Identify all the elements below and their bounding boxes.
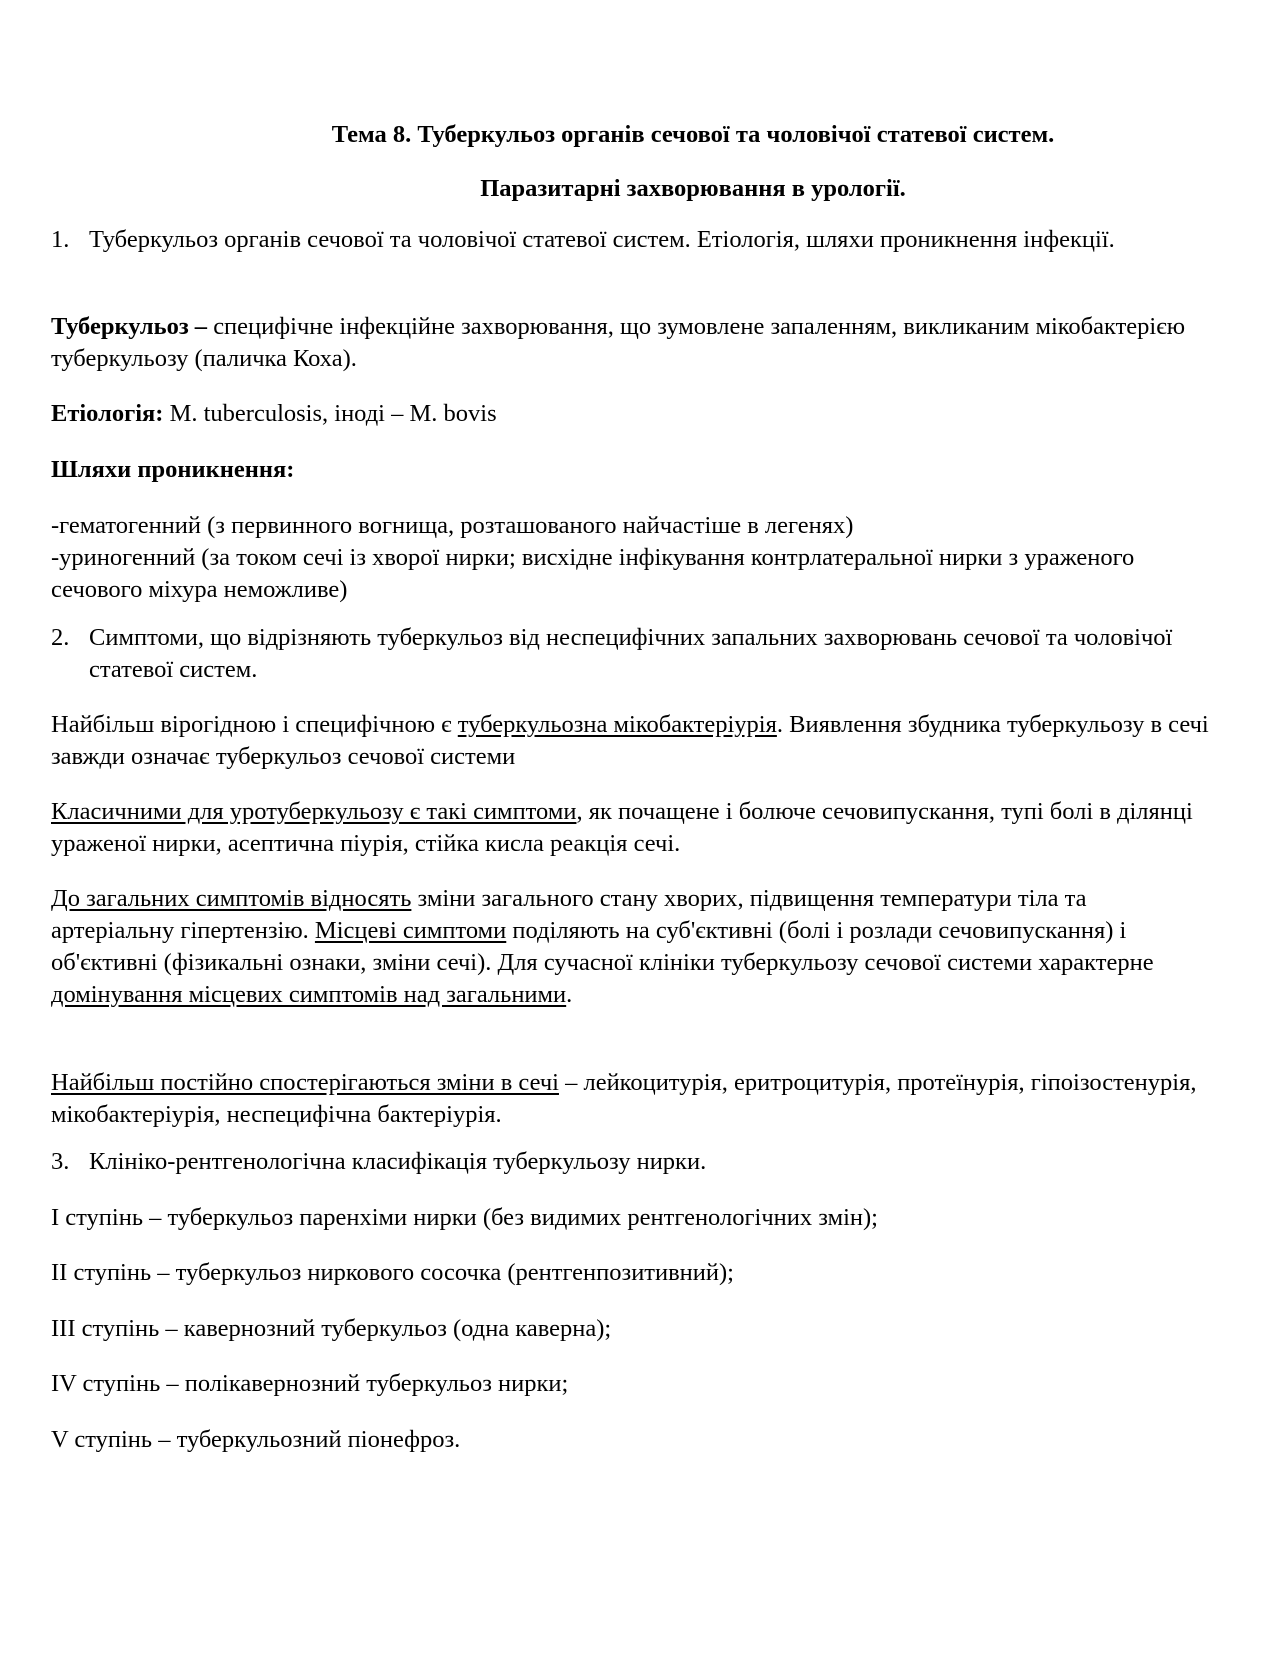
- definition-term: Туберкульоз –: [51, 313, 208, 340]
- stage-item: IV ступінь – полікавернозний туберкульоз нирки;: [51, 1370, 569, 1397]
- paragraph-classic-symptoms: Класичними для уротуберкульозу є такі симптоми, як почащене і болюче сечовипускання, тупі болі в ділянці ураженої нирки, асептична піурія, стійка кисла реакція сечі.: [51, 798, 1193, 857]
- underlined-term: Класичними для уротуберкульозу є такі симптоми: [51, 798, 577, 825]
- question-text: Симптоми, що відрізняють туберкульоз від неспецифічних запальних захворювань сечової та чоловічої статевої систем.: [89, 624, 1173, 683]
- routes-list: [51, 510, 1211, 606]
- route-urinogenous: -уриногенний (за током сечі із хворої нирки; висхідне інфікування контрлатеральної нирки з ураженого сечового міхура неможливе): [51, 544, 1135, 603]
- routes-heading: Шляхи проникнення:: [51, 456, 295, 483]
- etiology-text: M. tuberculosis, іноді – M. bovis: [163, 400, 497, 427]
- definition-text: специфічне інфекційне захворювання, що зумовлене запаленням, викликаним мікобактерією туберкульозу (паличка Коха).: [51, 313, 1186, 372]
- question-text: Туберкульоз органів сечової та чоловічої статевої систем. Етіологія, шляхи проникнення інфекції.: [89, 226, 1115, 253]
- paragraph-mycobacteriuria: Найбільш вірогідною і специфічною є туберкульозна мікобактеріурія. Виявлення збудника туберкульозу в сечі завжди означає туберкульоз сечової системи: [51, 711, 1209, 770]
- stage-item: II ступінь – туберкульоз ниркового сосочка (рентгенпозитивний);: [51, 1259, 734, 1286]
- document-title: Тема 8. Туберкульоз органів сечової та чоловічої статевої систем.: [331, 121, 1055, 148]
- stage-item: I ступінь – туберкульоз паренхіми нирки (без видимих рентгенологічних змін);: [51, 1204, 878, 1231]
- stage-item: III ступінь – кавернозний туберкульоз (одна каверна);: [51, 1315, 612, 1342]
- question-number: 1.: [51, 226, 70, 253]
- route-hematogenous: -гематогенний (з первинного вогнища, розташованого найчастіше в легенях): [51, 512, 854, 539]
- underlined-term: До загальних симптомів відносять: [51, 885, 412, 912]
- underlined-term: Найбільш постійно спостерігаються зміни в сечі: [51, 1069, 559, 1096]
- stage-item: V ступінь – туберкульозний піонефроз.: [51, 1426, 461, 1453]
- question-number: 2.: [51, 624, 70, 651]
- question-1: [51, 224, 1211, 256]
- question-number: 3.: [51, 1148, 70, 1175]
- document-subtitle: Паразитарні захворювання в урології.: [480, 175, 906, 202]
- underlined-term: туберкульозна мікобактеріурія: [457, 711, 777, 738]
- etiology-paragraph: [51, 398, 1211, 430]
- question-3: [51, 1146, 1211, 1178]
- question-text: Клініко-рентгенологічна класифікація туберкульозу нирки.: [89, 1148, 707, 1175]
- underlined-term: домінування місцевих симптомів над загальними: [51, 981, 567, 1008]
- definition-paragraph: [51, 311, 1211, 375]
- paragraph-general-local-symptoms: До загальних симптомів відносять зміни загального стану хворих, підвищення температури тіла та артеріальну гіпертензію. Місцеві симптоми поділяють на суб'єктивні (болі і розлади сечовипускання) і об'єктивні (фізикальні ознаки, зміни сечі). Для сучасної клініки туберкульозу сечової системи характерне домінування місцевих симптомів над загальними.: [51, 885, 1154, 1008]
- underlined-term: Місцеві симптоми: [314, 917, 507, 944]
- question-2: [51, 622, 1211, 686]
- etiology-label: Етіологія:: [51, 400, 164, 427]
- paragraph-urine-changes: Найбільш постійно спостерігаються зміни в сечі – лейкоцитурія, еритроцитурія, протеїнурія, гіпоізостенурія, мікобактеріурія, неспецифічна бактеріурія.: [51, 1069, 1197, 1128]
